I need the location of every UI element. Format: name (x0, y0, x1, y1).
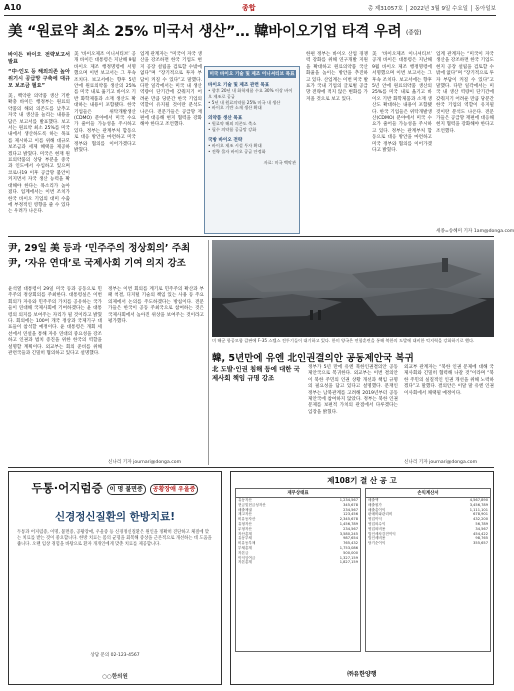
article1-column-2 (74, 52, 136, 234)
statement-item: 비유동부채 (238, 541, 256, 546)
statement-item: 당기순이익 (368, 541, 386, 546)
statement-amount: 678,901 (473, 512, 488, 517)
photo-caption: 미 해군 항공모함 갑판에 F-35 스텔스 전투기들이 대기하고 있다. 한미 양국은 연합훈련을 통해 북한의 도발에 대비한 억지력을 강화하기로 했다. (212, 338, 475, 343)
infobox-item: • 바이오 기반 소재 생산 확대 (208, 105, 262, 111)
statement-amount: 1,327,159 (339, 555, 358, 560)
statement-item: 법인세비용 (368, 536, 386, 541)
infobox-section-head: 국방 바이오 전략 (208, 137, 243, 143)
statement-amount: 234,567 (343, 507, 358, 512)
statement-amount: 56,789 (475, 521, 488, 526)
infobox-source: 자료: 미국 백악관 (263, 160, 296, 166)
article1-body-4: 한편 정부는 바이오 산업 경쟁력 강화를 위해 연구개발 지원을 확대하고 원료의약품 국산화율을 높이는 방안을 추진하고 있다. 산업계는 이번 미국 발표가 국내 기업의 글로벌 공급망 전략에 적지 않은 변화를 가져올 것으로 보고 있다. (306, 52, 369, 102)
statement-amount: 2,345,678 (339, 517, 358, 522)
article1-column-3 (140, 52, 202, 234)
article1-body-1: 美, 백악관 의약품 생산 기반 확충 바이든 행정부는 원료의약품의 해외 의존도를 낮추고 자국 내 생산을 늘리는 내용을 담은 보고서를 발표했다. 보고서는 원료약 최소 25%를 미국 내에서 생산하도록 하는 목표를 제시하고 이를 위해 대규모 보조금과 세제 혜택을 제공하겠다고 밝혔다. 미국은 현재 원료의약품의 상당 부분을 중국과 인도에서 수입하고 있으며 코로나19 이후 공급망 불안이 커지면서 자국 생산 능력을 확대해야 한다는 목소리가 높아졌다. 업계에서는 이번 조치가 한국 바이오 기업의 대미 수출에 부정적인 영향을 줄 수 있다는 우려가 나온다. (8, 94, 70, 215)
article1-byline: 세종=송혜미 기자 1am@donga.com (436, 229, 514, 234)
headline-byline: (종합) (406, 29, 422, 37)
article3-body-1: 정부가 5년 만에 유엔 북한인권결의안 공동제안국으로 복귀한다. 외교부는 이번 결의안이 북한 주민의 인권 상황 개선과 책임 규명의 필요성을 담고 있다고 설명했다. 문재인 정부는 남북관계를 고려해 2019년부터 공동제안국에 참여하지 않았다. 정부는 북한 인권 문제를 보편적 가치의 관점에서 다루겠다는 입장을 밝혔다. (308, 365, 398, 415)
statement-amount: 98,765 (475, 536, 488, 541)
statement-item: 매출채권 (238, 507, 252, 512)
statement-amount: 1,456,789 (339, 521, 358, 526)
article3-column-1 (308, 365, 398, 460)
article3-column-2 (404, 365, 494, 457)
statement-item: 영업외비용 (368, 526, 386, 531)
statement-item: 영업이익 (368, 517, 382, 522)
infobox-section-head: 의약품 생산 목표 (208, 116, 243, 122)
statement-amount: 123,456 (343, 512, 358, 517)
infobox-item: • 전략 물자 바이오 공급 안정화 (208, 148, 266, 154)
divider (8, 236, 494, 237)
statement-item: 유동부채 (238, 536, 252, 541)
ad-badge-panic: 공황장애 우울증 (150, 484, 199, 495)
company-name: ㈜유한양행 (347, 671, 377, 678)
clinic-advertisement[interactable] (8, 471, 222, 685)
infobox-section-3 (208, 137, 296, 155)
aircraft-carrier-photo-image (212, 240, 494, 337)
page-number: A10 (4, 3, 22, 12)
infobox-section-2 (208, 115, 296, 133)
statement-item: 유동자산 (238, 498, 252, 502)
infobox-title: 미국 바이오 기술 및 제조 이니셔티브 목표 (209, 72, 295, 77)
statement-amount: 765,432 (343, 541, 358, 546)
section-label: 종합 (242, 4, 256, 12)
article1-column-5 (372, 52, 432, 234)
statement-amount: 1,234,567 (339, 498, 358, 502)
statement-amount: 345,678 (343, 502, 358, 507)
article1-body-3: 업계 관계자는 “미국이 자국 생산을 강조하면 한국 기업도 현지 공장 설립을 검토할 수밖에 없다”며 “장기적으로 투자 부담이 커질 수 있다”고 말했다. 다만 일각에서는 미국 내 생산 역량이 단기간에 갖춰지기 어려운 만큼 당분간 한국 기업의 역할이 유지될 것이란 분석도 나온다. 전문가들은 공급망 재편에 대응해 현지 협력을 강화해야 한다고 조언했다. (140, 52, 202, 128)
ad-badge-tinnitus: 이 명 불면증 (107, 484, 146, 495)
main-headline-text[interactable]: 美 “원료약 최소 25% 미국서 생산”… 韓바이오기업 타격 우려 (8, 24, 402, 40)
statement-item: 자본금 (238, 550, 249, 555)
balance-sheet-title: 재무상태표 (236, 489, 360, 498)
statement-amount: 432,200 (473, 517, 488, 522)
statement-amount: 34,567 (475, 526, 488, 531)
article3-headline[interactable]: 韓, 5년만에 유엔 北인권결의안 공동제안국 복귀 (212, 353, 414, 364)
article1-column-6 (436, 52, 494, 227)
article1-body-6: 업계 관계자는 “미국이 자국 생산을 강조하면 한국 기업도 현지 공장 설립을 검토할 수밖에 없다”며 “장기적으로 투자 부담이 커질 수 있다”고 말했다. 다만 일각에서는 미국 내 생산 역량이 단기간에 갖춰지기 어려운 만큼 당분간 한국 기업의 역할이 유지될 것이란 분석도 나온다. 전문가들은 공급망 재편에 대응해 현지 협력을 강화해야 한다고 조언했다. (436, 52, 494, 134)
aircraft-carrier-photo (212, 240, 494, 337)
article1-lead-1: 바이든 바이오 전략보고서 발표 (8, 52, 70, 65)
statement-item: 비유동자산 (238, 517, 256, 522)
article1-lead-2: “中·인도 등 해외의존 높아 위기시 공급망 구축에 대규모 보조금 필요” (8, 69, 70, 89)
statement-amount: 355,657 (473, 541, 488, 546)
financial-statement-notice[interactable] (230, 471, 494, 685)
statement-row (236, 560, 360, 565)
infobox-item: • 5년 내 원료의약품 25% 미국 내 생산 (208, 99, 281, 105)
article1-column-4 (306, 52, 368, 234)
statement-amount: 500,000 (343, 550, 358, 555)
statement-item: 영업외수익 (368, 521, 386, 526)
infobox-item: • 향후 20년 내 화학제품 수요 30% 이상 바이오 제조로 공급 (208, 88, 293, 99)
ad-hospital-name: ○○한의원 (102, 674, 128, 680)
column-divider (208, 240, 209, 465)
infobox-item: • 바이오 제조 시설 투자 확대 (208, 142, 262, 148)
statement-item: 현금및현금성자산 (238, 502, 266, 507)
statement-amount: 454,422 (473, 531, 488, 536)
statement-amount: 1,827,159 (339, 560, 358, 565)
article2-body-2: 정부는 이번 회의를 계기로 민주주의 확산과 부패 척결, 디지털 기술의 책임 있는 사용 등 주요 의제에서 논의를 주도하겠다는 방침이다. 전문가들은 한국이 공동 주최국으로 참여하는 것은 국제사회에서 높아진 위상을 보여주는 것이라고 평가했다. (108, 287, 204, 325)
balance-sheet-table (235, 488, 361, 652)
statement-amount: 3,580,245 (339, 531, 358, 536)
income-statement-title: 손익계산서 (366, 489, 490, 498)
page-header (4, 2, 496, 16)
notice-title: 제108기 결 산 공 고 (327, 476, 397, 485)
article1-body-2: 美 ‘바이오제조 이니셔티브’ 공개 바이든 대통령은 지난해 9월 바이오 제조 행정명령에 서명했으며 이번 보고서는 그 후속 조치다. 보고서에는 향후 5년 안에 원료의약품 생산의 25%를 미국 내로 옮기고 바이오 기반 화학제품과 소재 생산도 확대하는 내용이 포함됐다. 한국 기업들은 위탁개발생산(CDMO) 분야에서 미국 수요가 줄어들 가능성을 주시하고 있다. 정부는 관계부처 합동으로 대응 방안을 마련하고 미국 정부와 협의를 이어가겠다고 밝혔다. (74, 52, 137, 154)
statement-item: 매출원가 (368, 502, 382, 507)
statement-item: 매출액 (368, 498, 379, 502)
statement-item: 부채총계 (238, 545, 252, 550)
article3-subheadline: 北 도발·인권 침해 등에 대한 국제사회 책임 규명 강조 (212, 365, 300, 382)
statement-amount: 1,111,101 (469, 507, 488, 512)
statement-item: 자본총계 (238, 560, 252, 565)
article2-body-1: 윤석열 대통령이 29일 미국 등과 공동으로 민주주의 정상회의를 주최한다. 대통령실은 이번 회의가 자유와 민주주의 가치를 공유하는 국가들이 연대해 국제사회에 기여하겠다는 윤 대통령의 의지를 보여주는 자리가 될 것이라고 밝혔다. 회의에는 100여 개국 정상과 국제기구 대표들이 참석할 예정이다. 윤 대통령은 개회 세션에서 연설을 통해 자유 연대의 중요성을 강조하고 인권과 법치 증진을 위한 한국의 역할을 설명할 계획이다. 외교부는 회의 준비를 위해 관련국들과 긴밀히 협의하고 있다고 설명했다. (8, 287, 102, 357)
statement-item: 무형자산 (238, 526, 252, 531)
article2-column-1 (8, 287, 102, 463)
statement-amount: 1,753,086 (339, 545, 358, 550)
statement-item: 유형자산 (238, 521, 252, 526)
statement-item: 자산총계 (238, 531, 252, 536)
article2-column-2 (108, 287, 204, 457)
ad-contact: 상담 문의 02-123-4567 (90, 653, 140, 658)
statement-item: 판매비와관리비 (368, 512, 393, 517)
article1-column-1 (8, 52, 70, 234)
statement-item: 재고자산 (238, 512, 252, 517)
ad-subtitle: 신경정신질환의 한방치료! (54, 511, 176, 523)
article2-byline: 신나리 기자 journari@donga.com (108, 460, 182, 465)
ad-divider (8, 467, 494, 468)
infobox-item: • 필수 의약품 공급망 강화 (208, 126, 257, 132)
statement-item: 이익잉여금 (238, 555, 256, 560)
article3-byline: 신나리 기자 journari@donga.com (404, 460, 478, 465)
statement-amount: 3,456,789 (469, 502, 488, 507)
statement-amount: 987,654 (343, 536, 358, 541)
statement-item: 매출총이익 (368, 507, 386, 512)
income-statement-table (365, 488, 491, 652)
statement-item: 법인세차감전이익 (368, 531, 396, 536)
ad-title: 두통·어지럼증 이 명 불면증 공황장애 우울증 (9, 480, 221, 496)
statement-amount: 4,567,890 (469, 498, 488, 502)
statement-amount: 234,567 (343, 526, 358, 531)
bio-initiative-infobox (204, 66, 300, 234)
statement-row (366, 541, 490, 546)
article3-body-2: 외교부 관계자는 “북한 인권 문제에 대해 국제사회와 긴밀히 협력해 나갈 것”이라며 “북한 주민의 실질적인 인권 개선을 위해 노력하겠다”고 말했다. 결의안은 이달 말 유엔 인권이사회에서 채택될 예정이다. (404, 365, 494, 396)
infobox-item: • 원료약 해외 의존도 축소 (208, 121, 257, 127)
article2-headline[interactable]: 尹, 29일 美 등과 ‘민주주의 정상회의’ 주최 尹, ‘자유 연대’로 국제사회 기여 의지 강조 (8, 243, 191, 269)
article1-body-5: 美 ‘바이오제조 이니셔티브’ 공개 바이든 대통령은 지난해 9월 바이오 제조 행정명령에 서명했으며 이번 보고서는 그 후속 조치다. 보고서에는 향후 5년 안에 원료의약품 생산의 25%를 미국 내로 옮기고 바이오 기반 화학제품과 소재 생산도 확대하는 내용이 포함됐다. 한국 기업들은 위탁개발생산(CDMO) 분야에서 미국 수요가 줄어들 가능성을 주시하고 있다. 정부는 관계부처 합동으로 대응 방안을 마련하고 미국 정부와 협의를 이어가겠다고 밝혔다. (372, 52, 432, 154)
main-headline[interactable] (8, 20, 494, 46)
infobox-section-1 (208, 82, 296, 111)
issue-meta: 총 제31057호 │ 2022년 3월 9일 수요일 │ 동아일보 (367, 6, 496, 12)
ad-body: 두통과 어지럼증, 이명, 불면증, 공황장애, 우울증 등 신경정신질환은 원인을 정확히 진단하고 체질에 맞는 치료를 받는 것이 중요합니다. 한방 치료는 몸의 균형을 회복해 증상을 근본적으로 개선하는 데 도움을 줍니다. 오랜 임상 경험을 바탕으로 환자 개개인에게 맞춘 치료를 제공합니다. (17, 530, 212, 547)
infobox-section-head: 바이오 기술 및 제조 관련 목표 (208, 83, 270, 88)
